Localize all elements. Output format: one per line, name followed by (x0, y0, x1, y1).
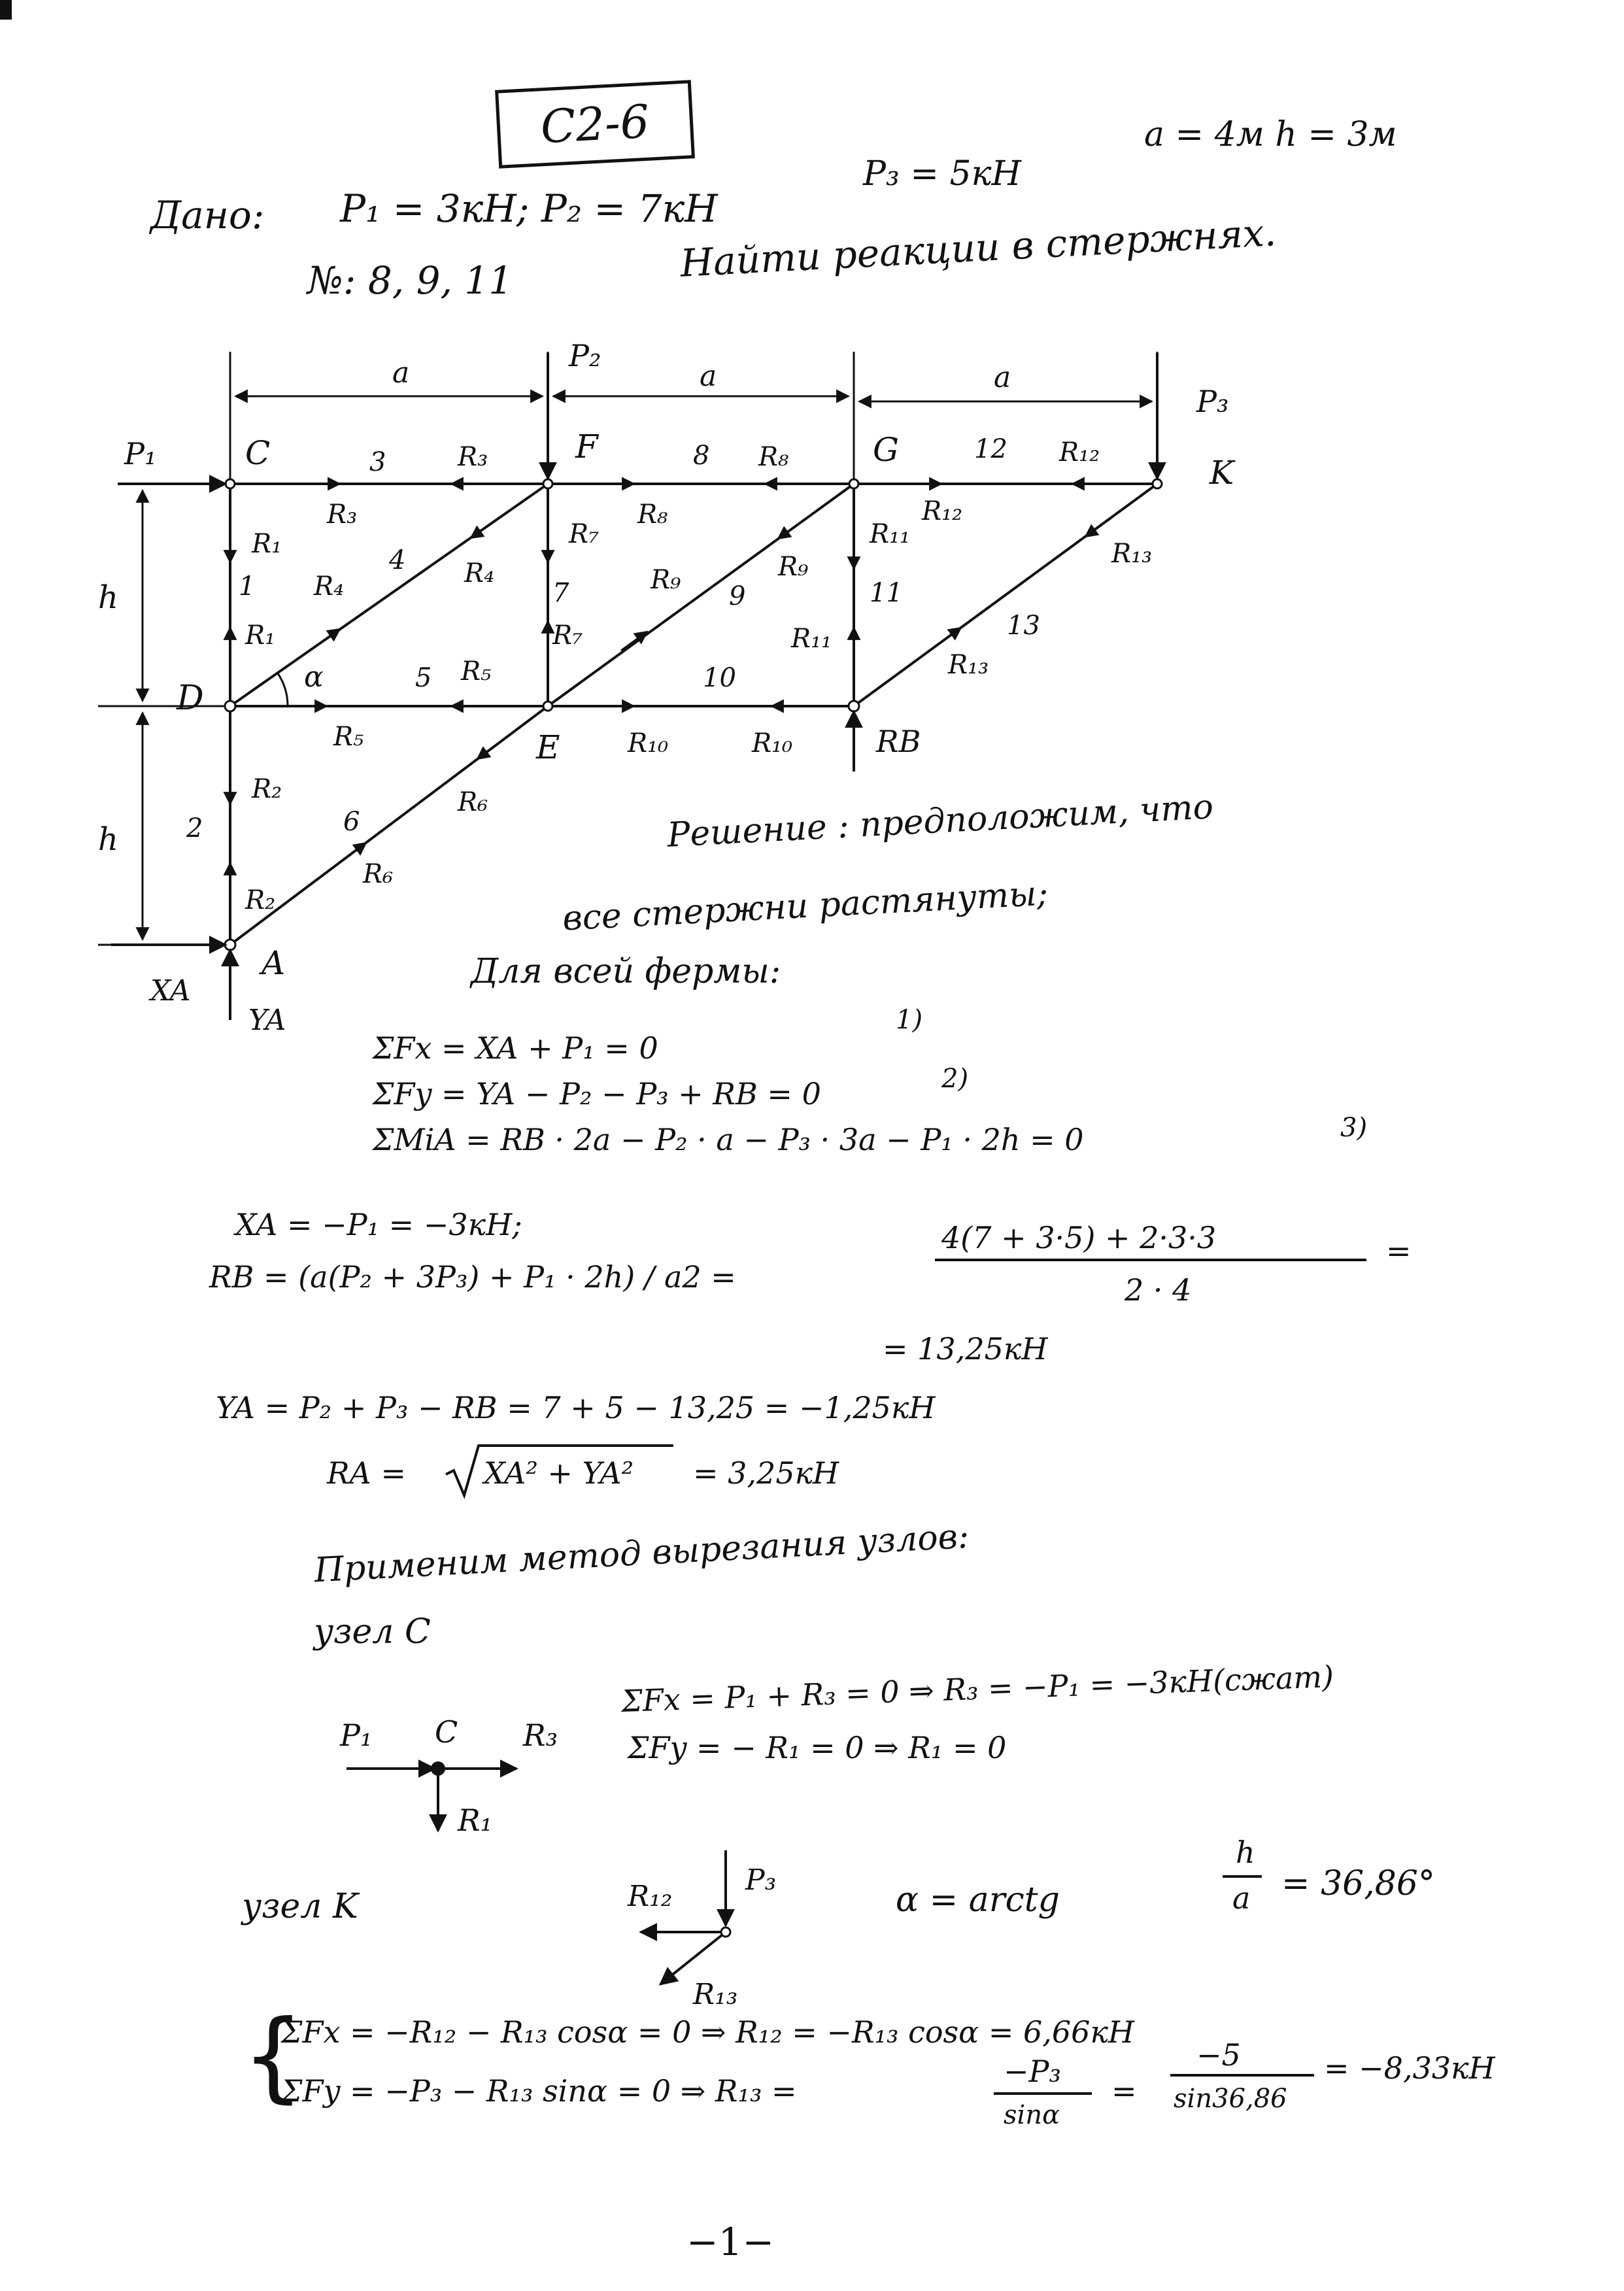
force-r4-right: R₄ (464, 558, 495, 588)
alpha-numerator: h (1236, 1835, 1255, 1870)
dim-a-2: a (700, 360, 717, 393)
label-xa: XA (150, 974, 191, 1008)
force-r12-right: R₁₂ (1059, 437, 1100, 467)
member-6: 6 (343, 807, 360, 837)
force-r5-left: R₅ (333, 722, 364, 752)
rb-fraction-bar (935, 1259, 1366, 1261)
force-r2-top: R₂ (252, 774, 282, 804)
member-2: 2 (186, 813, 203, 843)
force-r7-top: R₇ (569, 519, 600, 549)
node-c-sketch (327, 1680, 588, 1844)
force-r13-right: R₁₃ (1111, 539, 1153, 569)
force-r6-top: R₆ (458, 787, 488, 817)
force-r9-left: R₉ (651, 565, 681, 595)
equation-2-number: 2) (941, 1064, 969, 1094)
node-d: D (177, 679, 204, 718)
node-k-sketch (608, 1844, 804, 2007)
force-r1-top: R₁ (252, 529, 282, 559)
dim-a-1: a (392, 356, 410, 390)
member-11: 11 (870, 578, 903, 608)
alpha-lhs: α = arctg (896, 1880, 1060, 1920)
node-k-eq2-left: ΣFy = −P₃ − R₁₃ sinα = 0 ⇒ R₁₃ = (281, 2073, 797, 2109)
rb-formula: RB = (a(P₂ + 3P₃) + P₁ · 2h) / a2 = (209, 1259, 736, 1295)
member-4: 4 (389, 545, 406, 575)
node-c-sketch-c: C (435, 1714, 458, 1750)
node-e: E (536, 728, 560, 766)
node-k-frac1-numerator: −P₃ (1004, 2054, 1061, 2089)
equation-2: ΣFy = YA − P₂ − P₃ + RB = 0 (373, 1076, 821, 1112)
force-r1-bottom: R₁ (245, 620, 276, 651)
node-k-label: узел K (242, 1887, 358, 1926)
ra-result: = 3,25кН (693, 1455, 839, 1491)
system-brace: { (242, 1999, 305, 2113)
force-r12-left: R₁₂ (922, 496, 963, 526)
member-9: 9 (729, 581, 746, 611)
solution-line-1: Решение : предположим, что (666, 787, 1215, 855)
task-numbers: №: 8, 9, 11 (307, 258, 513, 303)
node-k-sketch-r13: R₁₃ (693, 1978, 738, 2007)
given-label: Дано: (150, 193, 265, 237)
label-p3: P₃ (1196, 384, 1229, 419)
given-dims: a = 4м h = 3м (1144, 115, 1397, 154)
alpha-result: = 36,86° (1281, 1864, 1435, 1903)
node-k-sketch-p3: P₃ (745, 1863, 777, 1897)
equation-1-number: 1) (896, 1005, 923, 1035)
label-ya: YA (248, 1004, 286, 1037)
member-10: 10 (703, 663, 736, 693)
node-f: F (575, 428, 598, 466)
force-r5-right: R₅ (461, 656, 492, 687)
alpha-fraction-bar (1223, 1875, 1262, 1878)
node-c-sketch-r3: R₃ (523, 1718, 558, 1753)
solution-line-2: все стержни растянуты; (561, 874, 1049, 939)
node-k-frac-equals: = (1111, 2073, 1137, 2109)
force-r6-bottom: R₆ (363, 859, 394, 889)
force-r3-right: R₃ (458, 442, 488, 472)
page-number: −1− (686, 2220, 775, 2264)
member-3: 3 (369, 447, 386, 477)
task-text: Найти реакции в стержнях. (679, 210, 1277, 286)
ya-result: YA = P₂ + P₃ − RB = 7 + 5 − 13,25 = −1,25кН (216, 1390, 936, 1425)
given-forces: P₁ = 3кН; P₂ = 7кН (340, 186, 718, 231)
force-r13-left: R₁₃ (948, 650, 989, 680)
force-r7-bottom: R₇ (552, 620, 583, 651)
solution-line-3: Для всей фермы: (471, 952, 781, 991)
rb-equals: = (1386, 1233, 1412, 1268)
node-c-label: узел C (314, 1612, 431, 1652)
rb-denominator: 2 · 4 (1125, 1272, 1192, 1308)
alpha-denominator: a (1232, 1880, 1251, 1916)
rb-numerator: 4(7 + 3·5) + 2·3·3 (941, 1220, 1217, 1255)
force-r3-left: R₃ (327, 500, 358, 530)
node-c-sketch-r1: R₁ (458, 1803, 493, 1838)
member-13: 13 (1007, 611, 1040, 641)
dim-h-1: h (98, 579, 118, 616)
force-r9-right: R₉ (778, 552, 809, 582)
equation-3-number: 3) (1340, 1113, 1368, 1143)
label-rb: RB (876, 724, 921, 759)
node-c-eq2: ΣFy = − R₁ = 0 ⇒ R₁ = 0 (628, 1730, 1007, 1765)
node-k: K (1210, 454, 1234, 492)
dim-h-2: h (98, 821, 118, 858)
node-g: G (873, 431, 899, 469)
node-c: C (245, 434, 271, 472)
problem-title: C2-6 (539, 94, 651, 154)
node-k-sketch-r12: R₁₂ (628, 1880, 673, 1913)
dim-a-3: a (994, 361, 1011, 394)
node-k-frac2-bar (1170, 2074, 1314, 2077)
force-r2-bottom: R₂ (245, 885, 276, 915)
member-5: 5 (415, 663, 432, 693)
equation-1: ΣFx = XA + P₁ = 0 (373, 1030, 658, 1066)
label-p2: P₂ (569, 338, 601, 373)
force-r11-bottom: R₁₁ (791, 624, 832, 654)
ra-radicand: XA² + YA² (484, 1455, 634, 1491)
node-k-frac2-numerator: −5 (1196, 2037, 1241, 2073)
node-k-frac1-denominator: sinα (1004, 2100, 1060, 2130)
node-k-eq1: ΣFx = −R₁₂ − R₁₃ cosα = 0 ⇒ R₁₂ = −R₁₃ cosα = 6,66кН (281, 2014, 1135, 2050)
node-k-frac1-bar (994, 2092, 1092, 2095)
force-r10-right: R₁₀ (752, 728, 793, 758)
xa-result: XA = −P₁ = −3кН; (235, 1207, 522, 1242)
force-r8-left: R₈ (637, 500, 668, 530)
ra-lhs: RA = (327, 1455, 407, 1491)
force-r8-right: R₈ (758, 442, 789, 472)
node-a: A (262, 944, 286, 982)
equation-3: ΣMiA = RB · 2a − P₂ · a − P₃ · 3a − P₁ · 2h = 0 (373, 1122, 1084, 1157)
force-r4-left: R₄ (314, 571, 345, 602)
node-c-eq1: ΣFx = P₁ + R₃ = 0 ⇒ R₃ = −P₁ = −3кН(сжат) (620, 1658, 1334, 1720)
member-8: 8 (693, 441, 710, 471)
member-12: 12 (974, 434, 1007, 464)
node-c-sketch-p1: P₁ (340, 1718, 373, 1753)
method-line: Применим метод вырезания узлов: (313, 1516, 970, 1591)
force-r11-top: R₁₁ (870, 519, 911, 549)
member-1: 1 (239, 571, 256, 602)
label-p1: P₁ (124, 436, 157, 471)
member-7: 7 (552, 578, 569, 608)
node-k-frac2-denominator: sin36,86 (1174, 2084, 1287, 2114)
force-r10-left: R₁₀ (628, 728, 669, 758)
given-p3: P₃ = 5кН (863, 154, 1021, 194)
node-k-result: = −8,33кН (1324, 2050, 1495, 2086)
angle-alpha: α (304, 660, 324, 694)
rb-result: = 13,25кН (883, 1331, 1048, 1366)
